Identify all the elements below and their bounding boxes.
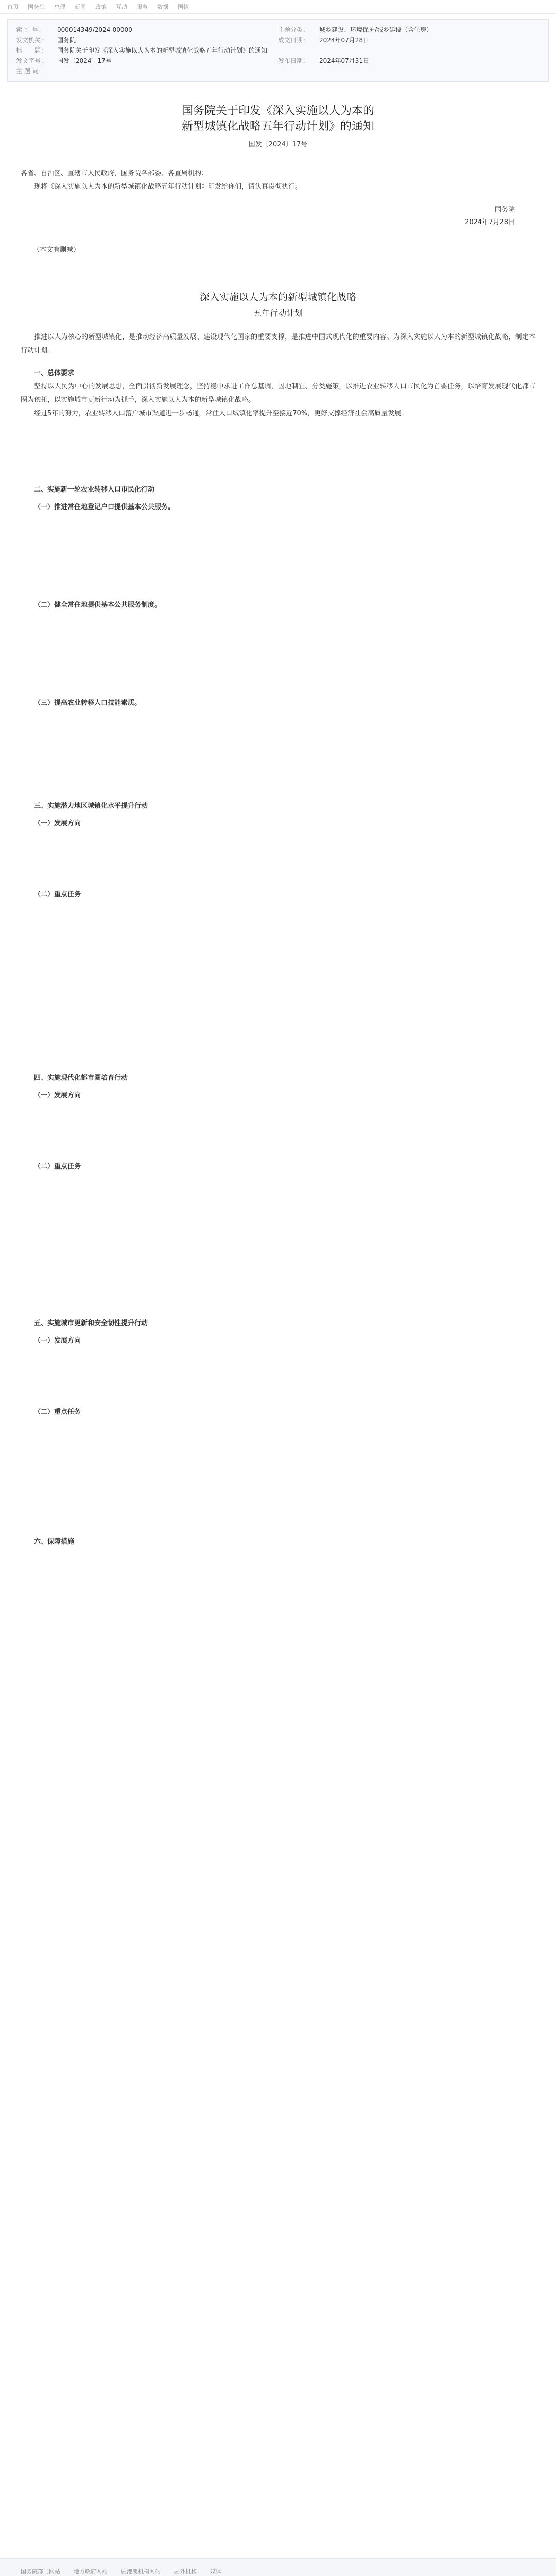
title-line: 国务院关于印发《深入实施以人为本的 (181, 105, 374, 117)
nav-item[interactable]: 数据 (157, 4, 168, 10)
meta-value: 国务院 (57, 37, 76, 44)
meta-value: 2024年07月28日 (319, 37, 370, 44)
subsection-heading: （三）提高农业转移人口技能素质。 (34, 699, 142, 707)
meta-label: 成文日期： (278, 37, 309, 44)
nav-item[interactable]: 新闻 (75, 4, 86, 10)
section-heading: 一、总体要求 (34, 369, 75, 377)
plan-paragraph: 推进以人为核心的新型城镇化，是推动经济高质量发展、建设现代化国家的重要支撑，是推进中国式现代化的重要内容。为深入实施以人为本的新型城镇化战略，制定本行动计划。 (21, 333, 535, 354)
section-heading: 六、保障措施 (34, 1538, 75, 1546)
footer-link[interactable]: 地方政府网站 (74, 2568, 108, 2575)
nav-item[interactable]: 总理 (54, 4, 65, 10)
plan-title: 深入实施以人为本的新型城镇化战略 (199, 292, 356, 303)
subsection-heading: （一）推进常住地登记户口提供基本公共服务。 (34, 503, 175, 511)
subsection-heading: （二）重点任务 (34, 1408, 81, 1416)
document-metadata (7, 19, 549, 82)
meta-value: 国务院关于印发《深入实施以人为本的新型城镇化战略五年行动计划》的通知 (57, 47, 268, 54)
section-heading: 五、实施城市更新和安全韧性提升行动 (34, 1319, 148, 1327)
section-heading: 二、实施新一轮农业转移人口市民化行动 (34, 486, 155, 494)
meta-row (16, 45, 540, 56)
nav-item[interactable]: 国情 (178, 4, 189, 10)
footer-link[interactable]: 国务院部门网站 (21, 2568, 60, 2575)
nav-item[interactable]: 服务 (136, 4, 148, 10)
salutation: 各省、自治区、直辖市人民政府，国务院各部委、各直属机构： (21, 170, 208, 177)
meta-value: 000014349/2024-00000 (57, 26, 132, 33)
plan-subtitle: 五年行动计划 (253, 308, 303, 318)
meta-label: 标 题： (16, 47, 47, 54)
meta-label: 发文机关： (16, 37, 47, 44)
subsection-heading: （一）发展方向 (34, 1337, 81, 1345)
meta-label: 主题分类： (278, 26, 309, 33)
intro-paragraph: 现将《深入实施以人为本的新型城镇化战略五年行动计划》印发给你们，请认真贯彻执行。 (34, 183, 302, 191)
document-body (21, 104, 535, 1549)
section-heading: 四、实施现代化都市圈培育行动 (34, 1074, 128, 1082)
section-heading: 三、实施潜力地区城镇化水平提升行动 (34, 802, 148, 810)
nav-item[interactable]: 互动 (116, 4, 127, 10)
subsection-heading: （一）发展方向 (34, 820, 81, 827)
subsection-heading: （二）重点任务 (34, 891, 81, 899)
meta-value: 2024年07月31日 (319, 57, 370, 64)
title-line: 新型城镇化战略五年行动计划》的通知 (181, 120, 374, 133)
meta-row (16, 56, 540, 66)
nav-item[interactable]: 国务院 (28, 4, 45, 10)
document-number: 国发〔2024〕17号 (248, 141, 308, 148)
footer-link[interactable]: 驻外机构 (174, 2568, 197, 2575)
signature-date: 2024年7月28日 (465, 218, 515, 226)
footer-link[interactable]: 驻港澳机构网站 (121, 2568, 161, 2575)
meta-value: 城乡建设、环境保护/城乡建设（含住房） (319, 26, 433, 33)
subsection-heading: （一）发展方向 (34, 1092, 81, 1099)
meta-row (16, 25, 540, 35)
signature-org: 国务院 (494, 206, 515, 214)
meta-value: 国发〔2024〕17号 (57, 57, 112, 64)
page-footer (0, 2558, 556, 2576)
meta-label: 主 题 词： (16, 67, 45, 75)
meta-row (16, 35, 540, 45)
subsection-heading: （二）重点任务 (34, 1163, 81, 1171)
meta-label: 索 引 号： (16, 26, 45, 33)
deletion-note: （本文有删减） (33, 246, 80, 254)
plan-paragraph: 坚持以人民为中心的发展思想，全面贯彻新发展理念，坚持稳中求进工作总基调，因地制宜、分类施策，以推进农业转移人口市民化为首要任务，以培育发展现代化都市圈为依托，以实施城市更新行动为抓手，深入实施以人为本的新型城镇化战略。 (21, 383, 535, 404)
footer-link[interactable]: 媒体 (210, 2568, 221, 2575)
nav-item[interactable]: 首页 (7, 4, 19, 10)
nav-item[interactable]: 政策 (95, 4, 107, 10)
meta-label: 发文字号： (16, 57, 47, 64)
meta-label: 发布日期： (278, 57, 309, 64)
subsection-heading: （二）健全常住地提供基本公共服务制度。 (34, 601, 162, 609)
document-title (21, 104, 535, 134)
meta-row (16, 66, 540, 76)
signature (21, 204, 535, 229)
plan-paragraph: 经过5年的努力，农业转移人口落户城市渠道进一步畅通，常住人口城镇化率提升至接近70%，更好支撑经济社会高质量发展。 (34, 410, 408, 417)
top-navigation (0, 0, 556, 14)
